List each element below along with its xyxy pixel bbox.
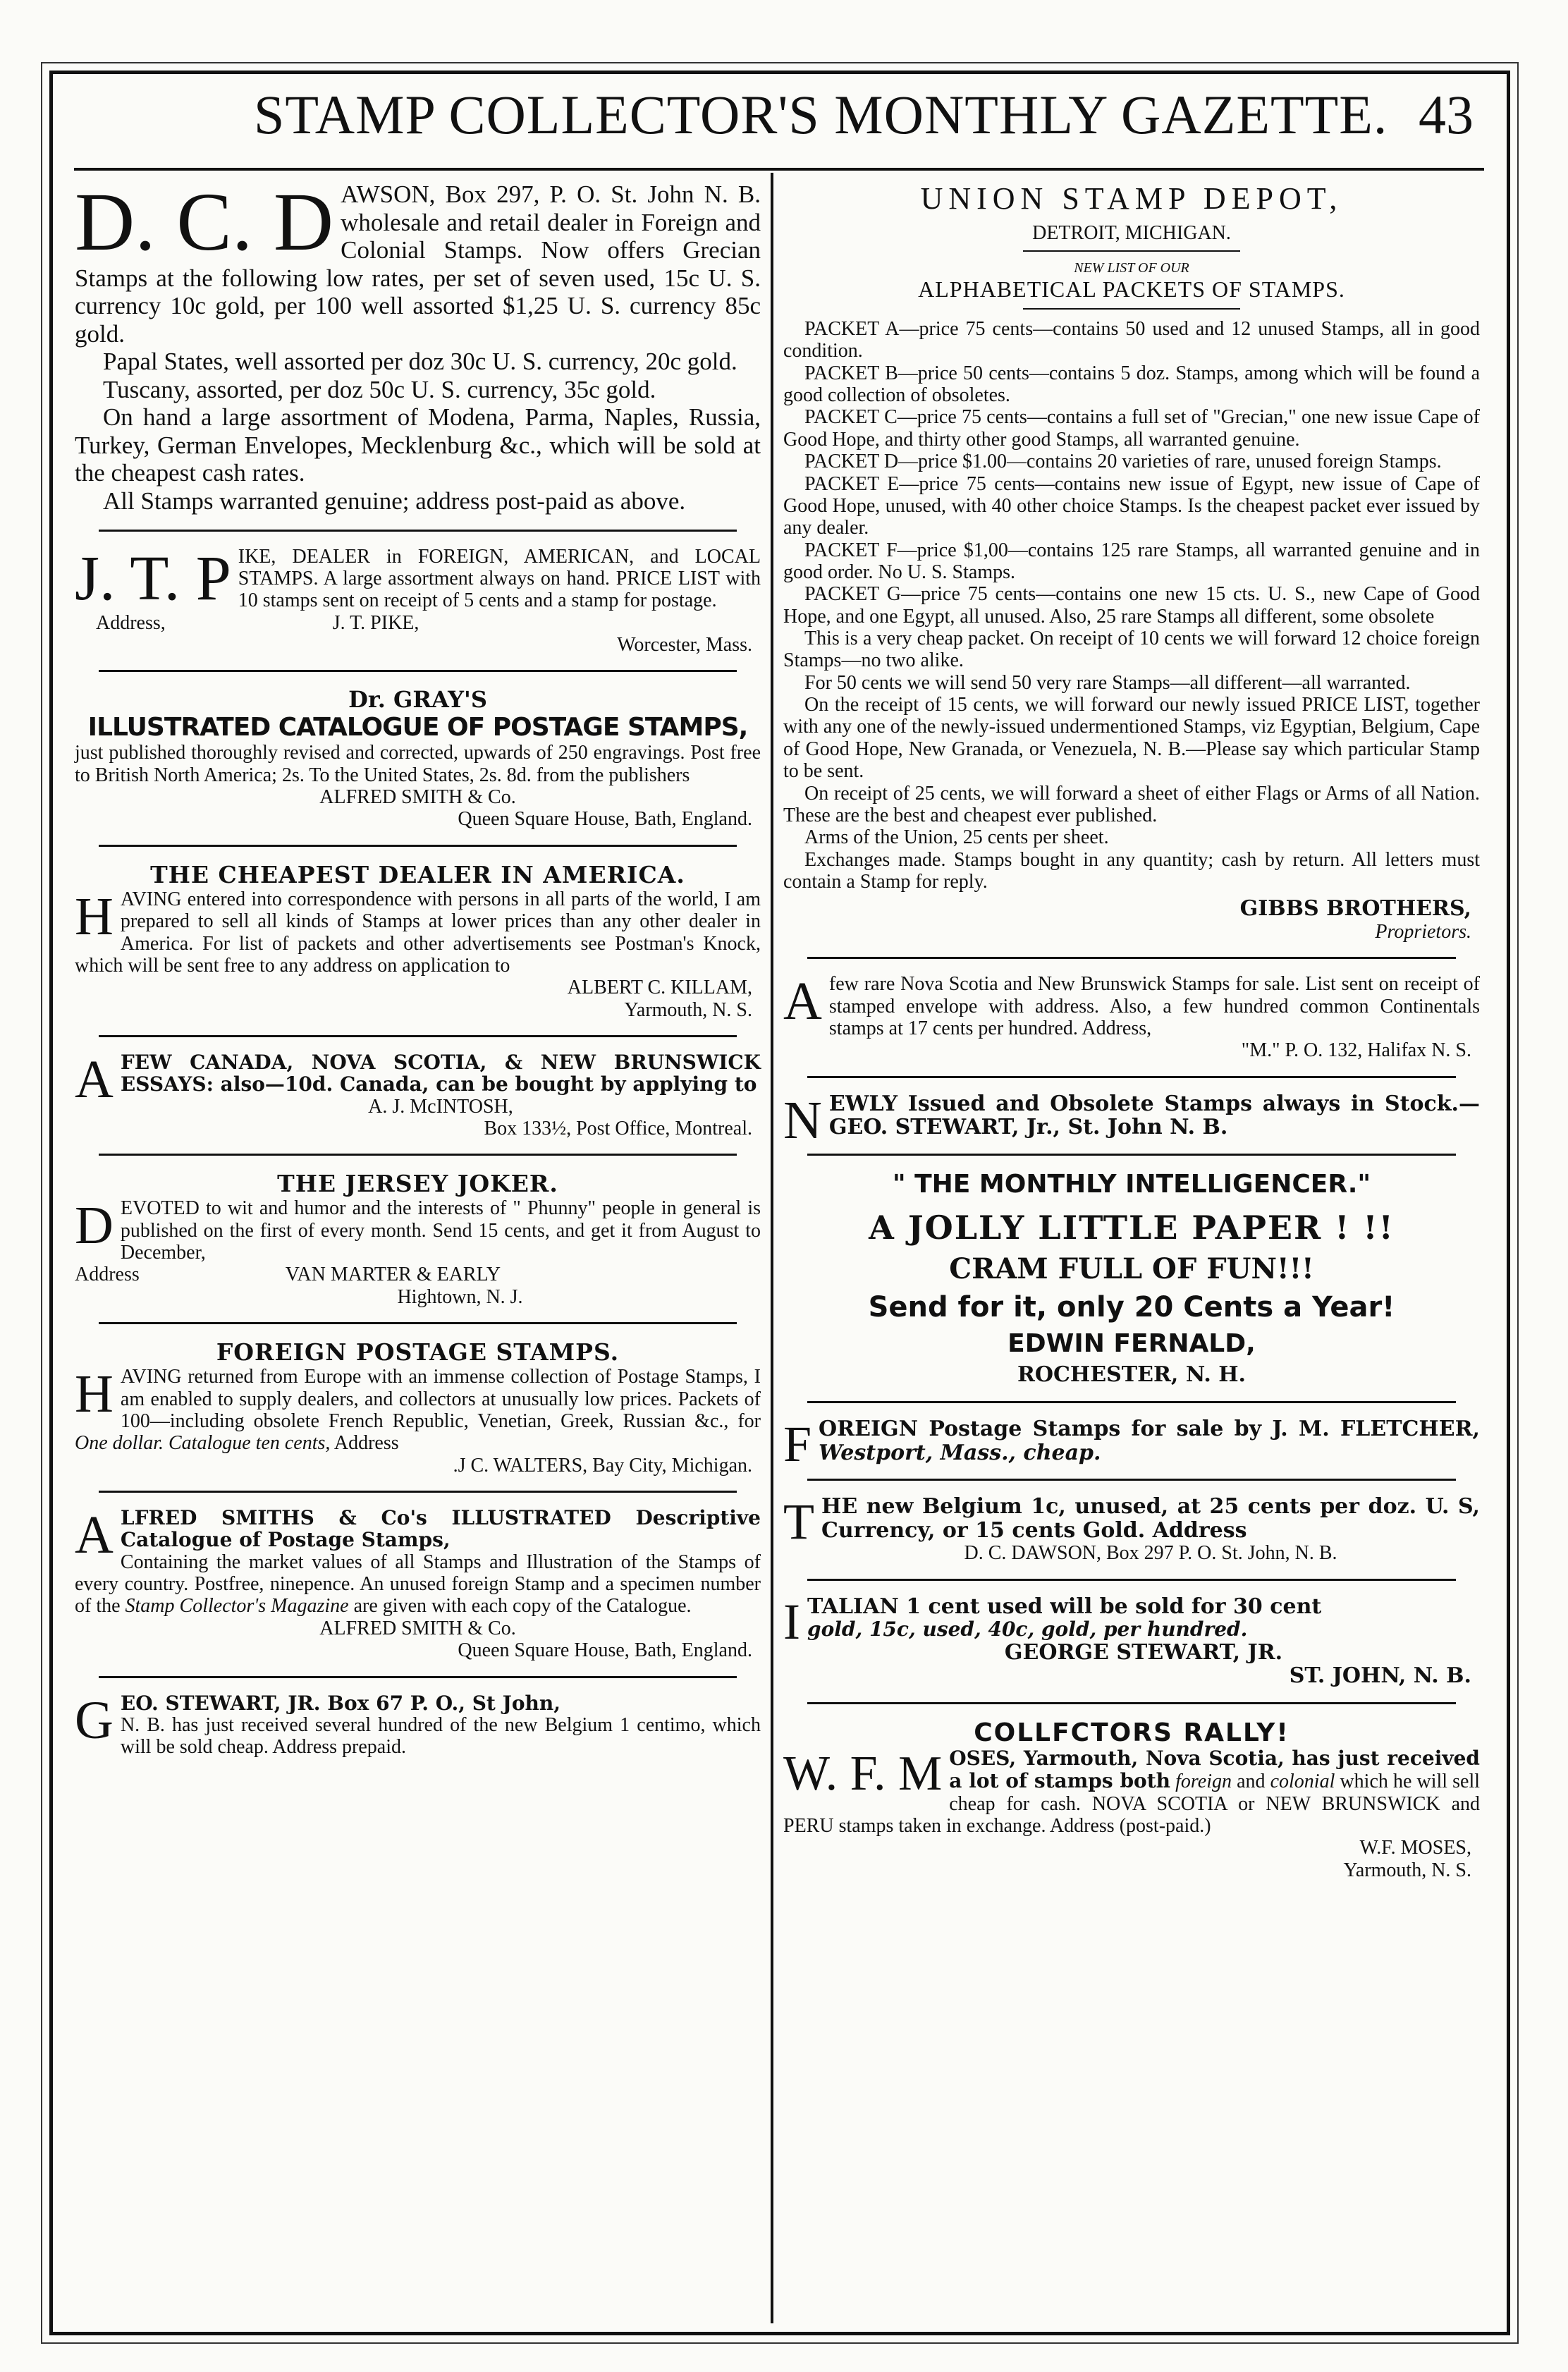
intelligencer-name: EDWIN FERNALD, bbox=[1007, 1328, 1256, 1358]
mcintosh-initial: A bbox=[75, 1049, 114, 1109]
packet-label: PACKET C bbox=[804, 406, 898, 429]
separator bbox=[1023, 250, 1240, 252]
pike-address-label: Address, bbox=[96, 611, 166, 634]
fletcher-place: Westport, Mass., cheap. bbox=[819, 1440, 1101, 1465]
header-rule bbox=[74, 168, 1484, 171]
union-50-cents: For 50 cents we will send 50 very rare Stamps—all different—all warranted. bbox=[804, 671, 1411, 694]
joker-ad bbox=[71, 1166, 765, 1315]
belgium-ad bbox=[779, 1491, 1484, 1572]
belgium-signature: D. C. DAWSON, Box 297 P. O. St. John, N. B. bbox=[964, 1542, 1337, 1565]
walters-name: .J C. WALTERS, Bay City, Michigan. bbox=[453, 1454, 752, 1477]
packet-label: PACKET D bbox=[804, 451, 899, 473]
fletcher-text: OREIGN Postage Stamps for sale by J. M. FLETCHER, bbox=[819, 1416, 1480, 1441]
newly-text: EWLY Issued and Obsolete Stamps always in Stock.—GEO. STEWART, Jr., St. John N. B. bbox=[828, 1091, 1480, 1140]
rally-foreign: foreign bbox=[1175, 1771, 1232, 1793]
joker-text: EVOTED to wit and humor and the interests of " Phunny" people in general is published on the first of every month. Send 15 cents, and get it from August to December, bbox=[120, 1197, 761, 1264]
italian-initial: I bbox=[783, 1593, 800, 1650]
smith-head: LFRED SMITHS & Co's ILLUSTRATED Descriptive Catalogue of Postage Stamps, bbox=[120, 1505, 761, 1552]
killam-text: AVING entered into correspondence with persons in all parts of the world, I am prepared to sell all kinds of Stamps at lower prices than any other dealer in America. For list of packets and other advertisements see Postman's Knock, which will be sent free to any address on application to bbox=[75, 888, 761, 977]
union-title: UNION STAMP DEPOT, bbox=[920, 181, 1343, 216]
intelligencer-ad bbox=[779, 1166, 1484, 1394]
italian-ad bbox=[779, 1591, 1484, 1695]
nova-ad bbox=[779, 969, 1484, 1068]
killam-name: ALBERT C. KILLAM, bbox=[567, 977, 752, 999]
separator bbox=[1023, 308, 1240, 310]
intelligencer-line1: A JOLLY LITTLE PAPER ! !! bbox=[869, 1208, 1395, 1247]
gray-address: Queen Square House, Bath, England. bbox=[458, 808, 752, 831]
joker-title: THE JERSEY JOKER. bbox=[277, 1170, 558, 1198]
union-flags: On receipt of 25 cents, we will forward a sheet of either Flags or Arms of all Nation. These are the best and cheapest ever published. bbox=[783, 782, 1480, 826]
dawson-papal: Papal States, well assorted per doz 30c U. S. currency, 20c gold. bbox=[103, 348, 737, 376]
masthead bbox=[78, 83, 1488, 161]
walters-initial: H bbox=[75, 1364, 114, 1424]
separator bbox=[807, 1154, 1456, 1156]
separator bbox=[99, 845, 737, 847]
smith-address: Queen Square House, Bath, England. bbox=[458, 1639, 752, 1662]
gray-catalogue-title: ILLUSTRATED CATALOGUE OF POSTAGE STAMPS, bbox=[87, 713, 748, 742]
dawson-ad bbox=[71, 176, 765, 522]
walters-ad bbox=[71, 1334, 765, 1484]
intelligencer-place: ROCHESTER, N. H. bbox=[1017, 1362, 1246, 1387]
packet-text: —price 75 cents—contains a full set of "Grecian," one new issue Cape of Good Hope, and thirty other good Stamps, all warranted genuine. bbox=[783, 406, 1481, 451]
separator bbox=[807, 1401, 1456, 1403]
packet-text: —price 50 cents—contains 5 doz. Stamps, among which will be found a good collection of obsoletes. bbox=[783, 362, 1481, 407]
packet-label: PACKET A bbox=[804, 318, 900, 340]
column-divider bbox=[771, 173, 773, 2323]
walters-title: FOREIGN POSTAGE STAMPS. bbox=[216, 1338, 620, 1367]
smith-initial: A bbox=[75, 1505, 114, 1565]
stewart-head: EO. STEWART, JR. Box 67 P. O., St John, bbox=[120, 1691, 561, 1715]
joker-initial: D bbox=[75, 1196, 114, 1256]
dawson-initials: D. C. D bbox=[75, 176, 334, 268]
mcintosh-ad bbox=[71, 1047, 765, 1147]
pike-place: Worcester, Mass. bbox=[617, 634, 752, 656]
gray-publisher: ALFRED SMITH & Co. bbox=[319, 786, 516, 809]
union-arms: Arms of the Union, 25 cents per sheet. bbox=[804, 826, 1109, 849]
pike-ad bbox=[71, 542, 765, 664]
smith-text2: are given with each copy of the Catalogue. bbox=[353, 1595, 692, 1618]
walters-text: AVING returned from Europe with an immense collection of Postage Stamps, I am enabled to supply dealers, and collectors at unusually low prices. Packets of 100—including obsolete French Republic, Venetian, Greek, Russian &c., for bbox=[120, 1366, 761, 1432]
mcintosh-address: Box 133½, Post Office, Montreal. bbox=[484, 1118, 752, 1140]
packet-text: —price $1.00—contains 20 varieties of rare, unused foreign Stamps. bbox=[898, 451, 1442, 473]
packet-label: PACKET E bbox=[804, 472, 900, 495]
rally-title: COLLFCTORS RALLY! bbox=[974, 1718, 1290, 1747]
separator bbox=[807, 1479, 1456, 1481]
killam-ad bbox=[71, 857, 765, 1028]
italian-text: TALIAN 1 cent used will be sold for 30 cent bbox=[807, 1594, 1322, 1619]
rally-text3: which he will sell cheap for cash. NOVA SCOTIA or NEW BRUNSWICK and PERU stamps taken in exchange. Address (post-paid.) bbox=[783, 1771, 1481, 1837]
newly-ad bbox=[779, 1088, 1484, 1150]
separator bbox=[99, 1322, 737, 1324]
joker-place: Hightown, N. J. bbox=[397, 1285, 523, 1308]
killam-place: Yarmouth, N. S. bbox=[624, 998, 752, 1021]
intelligencer-title: " THE MONTHLY INTELLIGENCER." bbox=[892, 1169, 1371, 1199]
rally-colonial: colonial bbox=[1270, 1771, 1335, 1793]
smith-name: ALFRED SMITH & Co. bbox=[319, 1617, 516, 1639]
separator bbox=[99, 530, 737, 532]
right-column bbox=[779, 176, 1484, 1888]
italian-prices: gold, 15c, used, 40c, gold, per hundred. bbox=[807, 1618, 1248, 1642]
intelligencer-line2: CRAM FULL OF FUN!!! bbox=[949, 1252, 1314, 1285]
separator bbox=[99, 1154, 737, 1156]
separator bbox=[99, 1035, 737, 1037]
belgium-text: HE new Belgium 1c, unused, at 25 cents per doz. U. S, Currency, or 15 cents Gold. Address bbox=[821, 1494, 1480, 1543]
stewart-text: N. B. has just received several hundred of the new Belgium 1 centimo, which will be sold cheap. Address prepaid. bbox=[120, 1713, 761, 1759]
intelligencer-line3: Send for it, only 20 Cents a Year! bbox=[868, 1290, 1395, 1323]
rally-signature: W.F. MOSES, bbox=[1359, 1837, 1471, 1859]
separator bbox=[807, 1579, 1456, 1581]
newly-initial: N bbox=[783, 1090, 822, 1150]
left-column bbox=[71, 176, 765, 1766]
joker-address-label: Address bbox=[75, 1264, 140, 1286]
union-signature: GIBBS BROTHERS, bbox=[1239, 896, 1471, 922]
pike-name: J. T. PIKE, bbox=[332, 611, 419, 634]
nova-text: few rare Nova Scotia and New Brunswick Stamps for sale. List sent on receipt of stamped envelope with address. Also, a few hundred common Continentals stamps at 17 cents per hundred. Address, bbox=[828, 973, 1480, 1040]
smith-magazine: Stamp Collector's Magazine bbox=[125, 1595, 349, 1618]
union-subtitle: ALPHABETICAL PACKETS OF STAMPS. bbox=[918, 276, 1345, 302]
smith-ad bbox=[71, 1503, 765, 1669]
smith-text: Containing the market values of all Stamps and Illustration of the Stamps of every country. Postfree, ninepence. An unused foreign Stamp and a specimen number of the bbox=[75, 1551, 761, 1618]
dawson-tuscany: Tuscany, assorted, per doz 50c U. S. currency, 35c gold. bbox=[103, 375, 656, 403]
nova-initial: A bbox=[783, 972, 822, 1032]
packet-text: —price 75 cents—contains one new 15 cts. U. S., new Cape of Good Hope, and one Egypt, all unused. Also, 25 rare Stamps all different, some obsolete bbox=[783, 583, 1481, 628]
page-number: 43 bbox=[1419, 84, 1474, 145]
packet-label: PACKET F bbox=[804, 539, 898, 561]
italian-place: ST. JOHN, N. B. bbox=[1289, 1663, 1471, 1689]
union-new-list: NEW LIST OF OUR bbox=[1074, 260, 1189, 276]
packet-text: —price 75 cents—contains new issue of Egypt, new issue of Cape of Good Hope, unused, with 40 other choice Stamps. Is the cheapest packet ever issued by any dealer. bbox=[783, 472, 1480, 539]
joker-name: VAN MARTER & EARLY bbox=[285, 1264, 501, 1286]
separator bbox=[807, 1702, 1456, 1704]
rally-text: OSES, Yarmouth, Nova Scotia, has just received a lot of stamps both bbox=[949, 1746, 1480, 1793]
killam-title: THE CHEAPEST DEALER IN AMERICA. bbox=[150, 860, 685, 888]
gray-text: just published thoroughly revised and corrected, upwards of 250 engravings. Post free to British North America; 2s. To the United States, 2s. 8d. from the publishers bbox=[75, 742, 761, 786]
union-place: DETROIT, MICHIGAN. bbox=[1032, 222, 1231, 244]
dawson-on-hand: On hand a large assortment of Modena, Parma, Naples, Russia, Turkey, German Envelopes, Mecklenburg &c., which will be sold at the cheapest cash rates. bbox=[75, 403, 761, 487]
separator bbox=[99, 1676, 737, 1678]
page-title: STAMP COLLECTOR'S MONTHLY GAZETTE. bbox=[254, 84, 1388, 145]
union-ad bbox=[779, 176, 1484, 950]
union-packet bbox=[783, 318, 1480, 893]
packet-text: —price 75 cents—contains 50 used and 12 unused Stamps, all in good condition. bbox=[783, 318, 1480, 362]
packet-text: —price $1,00—contains 125 rare Stamps, all warranted genuine and in good order. No U. S. Stamps. bbox=[783, 539, 1480, 583]
union-cheap-packet: This is a very cheap packet. On receipt of 10 cents we will forward 12 choice foreign Stamps—no two alike. bbox=[783, 628, 1480, 672]
walters-address-label: Address bbox=[333, 1432, 399, 1455]
separator bbox=[99, 1491, 737, 1493]
pike-initials: J. T. P bbox=[75, 543, 231, 613]
nova-signature: "M." P. O. 132, Halifax N. S. bbox=[1241, 1039, 1471, 1062]
rally-ad bbox=[779, 1714, 1484, 1888]
union-exchanges: Exchanges made. Stamps bought in any quantity; cash by return. All letters must contain a Stamp for reply. bbox=[783, 848, 1480, 893]
pike-text: IKE, DEALER in FOREIGN, AMERICAN, and LOCAL STAMPS. A large assortment always on hand. PRICE LIST with 10 stamps sent on receipt of 5 cents and a stamp for postage. bbox=[238, 545, 761, 612]
dawson-text: AWSON, Box 297, P. O. St. John N. B. wholesale and retail dealer in Foreign and Colonial Stamps. Now offers Grecian Stamps at the following low rates, per set of seven used, 15c U. S. currency 10c gold, per 100 well assorted $1,25 U. S. currency 85c gold. bbox=[75, 181, 761, 348]
fletcher-ad bbox=[779, 1413, 1484, 1472]
separator bbox=[807, 1076, 1456, 1078]
mcintosh-name: A. J. McINTOSH, bbox=[368, 1095, 513, 1118]
walters-price: One dollar. Catalogue ten cents, bbox=[75, 1432, 331, 1455]
dawson-warranted: All Stamps warranted genuine; address post-paid as above. bbox=[103, 487, 686, 515]
packet-label: PACKET B bbox=[804, 362, 898, 384]
union-price-list: On the receipt of 15 cents, we will forward our newly issued PRICE LIST, together with any one of the newly-issued undermentioned Stamps, viz Egyptian, Belgium, Cape of Good Hope, New Granada, or Venezuela, N. B.—Please say which particular Stamp to be sent. bbox=[783, 694, 1480, 783]
mcintosh-text: FEW CANADA, NOVA SCOTIA, & NEW BRUNSWICK ESSAYS: also—10d. Canada, can be bought by applying to bbox=[120, 1050, 761, 1096]
rally-and: and bbox=[1237, 1771, 1266, 1793]
gray-ad bbox=[71, 682, 765, 837]
fletcher-initial: F bbox=[783, 1415, 812, 1472]
union-proprietors: Proprietors. bbox=[1375, 920, 1471, 943]
separator bbox=[807, 957, 1456, 959]
rally-place: Yarmouth, N. S. bbox=[1343, 1859, 1471, 1881]
stewart-initial: G bbox=[75, 1690, 114, 1750]
killam-initial: H bbox=[75, 886, 114, 946]
separator bbox=[99, 670, 737, 672]
stewart-ad bbox=[71, 1688, 765, 1766]
belgium-initial: T bbox=[783, 1493, 814, 1551]
italian-signature: GEORGE STEWART, JR. bbox=[1004, 1639, 1283, 1665]
rally-initials: W. F. M bbox=[783, 1746, 943, 1801]
gray-title: Dr. GRAY'S bbox=[348, 686, 487, 714]
packet-label: PACKET G bbox=[804, 583, 901, 606]
